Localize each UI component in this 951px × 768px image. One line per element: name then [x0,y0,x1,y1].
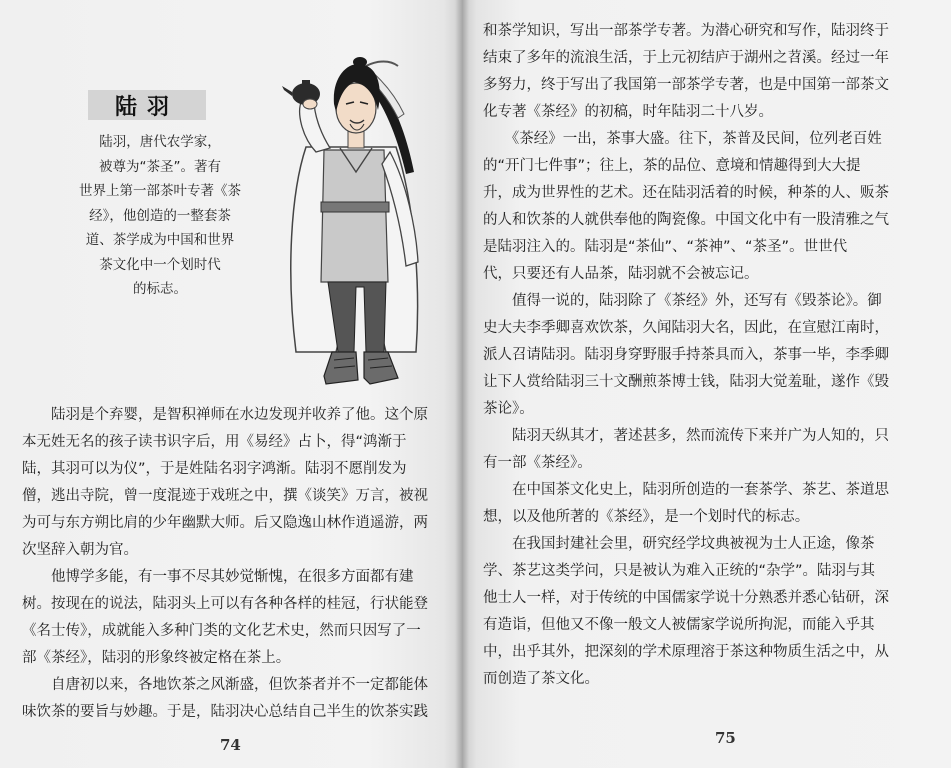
left-body-text [22,402,452,726]
text-line: 多努力，终于写出了我国第一部茶学专著，也是中国第一部茶文 [483,77,889,93]
text-line: 次坚辞入朝为官。 [22,542,138,558]
text-line: 结束了多年的流浪生活，于上元初结庐于湖州之苕溪。经过一年 [483,50,889,66]
text-line: 陆羽天纵其才，著述甚多，然而流传下来并广为人知的，只 [483,428,889,444]
text-line: 代，只要还有人品茶，陆羽就不会被忘记。 [483,266,759,282]
intro-line: 陆羽，唐代农学家， [99,134,221,150]
intro-line: 被尊为“茶圣”。著有 [99,158,221,175]
text-line: 在中国茶文化史上，陆羽所创造的一套茶学、茶艺、茶道思 [483,482,889,498]
intro-line: 经》，他创造的一整套茶 [89,207,231,224]
lu-yu-illustration [266,52,436,392]
text-line: 《名士传》，成就能入多种门类的文化艺术史，然而只因写了一 [22,623,421,639]
text-line: 史大夫李季卿喜欢饮茶，久闻陆羽大名，因此，在宣慰江南时， [483,320,889,336]
text-line: 学、茶艺这类学问，只是被认为难入正统的“杂学”。陆羽与其 [483,563,876,579]
text-line: 部《茶经》，陆羽的形象终被定格在茶上。 [22,650,291,666]
text-line: 让下人赏给陆羽三十文酬煎茶博士钱，陆羽大觉羞耻，遂作《毁 [483,374,889,390]
text-line: 僧，逃出寺院，曾一度混迹于戏班之中，撰《谈笑》万言，被视 [22,488,428,504]
text-line: 升，成为世界性的艺术。还在陆羽活着的时候，种茶的人、贩茶 [483,185,889,201]
text-line: 而创造了茶文化。 [483,671,599,687]
intro-text [50,130,270,302]
text-line: 树。按现在的说法，陆羽头上可以有各种各样的桂冠，行状能登 [22,596,428,612]
text-line: 自唐初以来，各地饮茶之风渐盛，但饮茶者并不一定都能体 [22,677,428,693]
text-line: 想，以及他所著的《茶经》，是一个划时代的标志。 [483,509,810,525]
intro-line: 道、茶学成为中国和世界 [85,232,235,248]
text-line: 味饮茶的要旨与妙趣。于是，陆羽决心总结自己半生的饮茶实践 [22,704,428,720]
text-line: 茶论》。 [483,401,534,417]
text-line: 派人召请陆羽。陆羽身穿野服手持茶具而入，茶事一毕，李季卿 [483,347,889,363]
text-line: 他士人一样，对于传统的中国儒家学说十分熟悉并悉心钻研，深 [483,590,889,606]
text-line: 化专著《茶经》的初稿，时年陆羽二十八岁。 [483,104,773,120]
intro-line: 茶文化中一个划时代 [99,256,221,273]
intro-line: 的标志。 [133,281,187,297]
text-line: 是陆羽注入的。陆羽是“茶仙”、“茶神”、“茶圣”。世世代 [483,239,848,255]
text-line: 的人和饮茶的人就供奉他的陶瓷像。中国文化中有一股清雅之气 [483,212,889,228]
text-line: 的“开门七件事”；往上，茶的品位、意境和情趣得到大大提 [483,158,861,174]
text-line: 和茶学知识，写出一部茶学专著。为潜心研究和写作，陆羽终于 [483,23,889,39]
text-line: 陆，其羽可以为仪”，于是姓陆名羽字鸿渐。陆羽不愿削发为 [22,461,407,477]
page-title [88,90,206,120]
text-line: 有造诣，但他又不像一般文人被儒家学说所拘泥，而能入乎其 [483,617,875,633]
intro-line: 世界上第一部茶叶专著《茶 [79,183,241,199]
text-line: 值得一说的，陆羽除了《茶经》外，还写有《毁茶论》。御 [483,293,882,309]
book-gutter [455,0,469,768]
page-number-right: 75 [715,729,736,747]
text-line: 他博学多能，有一事不尽其妙觉惭愧，在很多方面都有建 [22,569,414,585]
page-title-text: 陆羽 [114,94,179,120]
text-line: 在我国封建社会里，研究经学坟典被视为士人正途，像茶 [483,536,875,552]
right-body-text [483,18,943,693]
text-line: 本无姓无名的孩子读书识字后，用《易经》占卜，得“鸿渐于 [22,434,407,450]
left-page [0,0,462,768]
page-number-left: 74 [220,736,241,754]
text-line: 陆羽是个弃婴，是智积禅师在水边发现并收养了他。这个原 [22,407,428,423]
text-line: 有一部《茶经》。 [483,455,592,471]
text-line: 中，出乎其外，把深刻的学术原理溶于茶这种物质生活之中，从 [483,644,889,660]
text-line: 为可与东方朔比肩的少年幽默大师。后又隐逸山林作逍遥游，两 [22,515,428,531]
right-page [462,0,951,768]
text-line: 《茶经》一出，茶事大盛。往下，茶普及民间，位列老百姓 [483,131,882,147]
